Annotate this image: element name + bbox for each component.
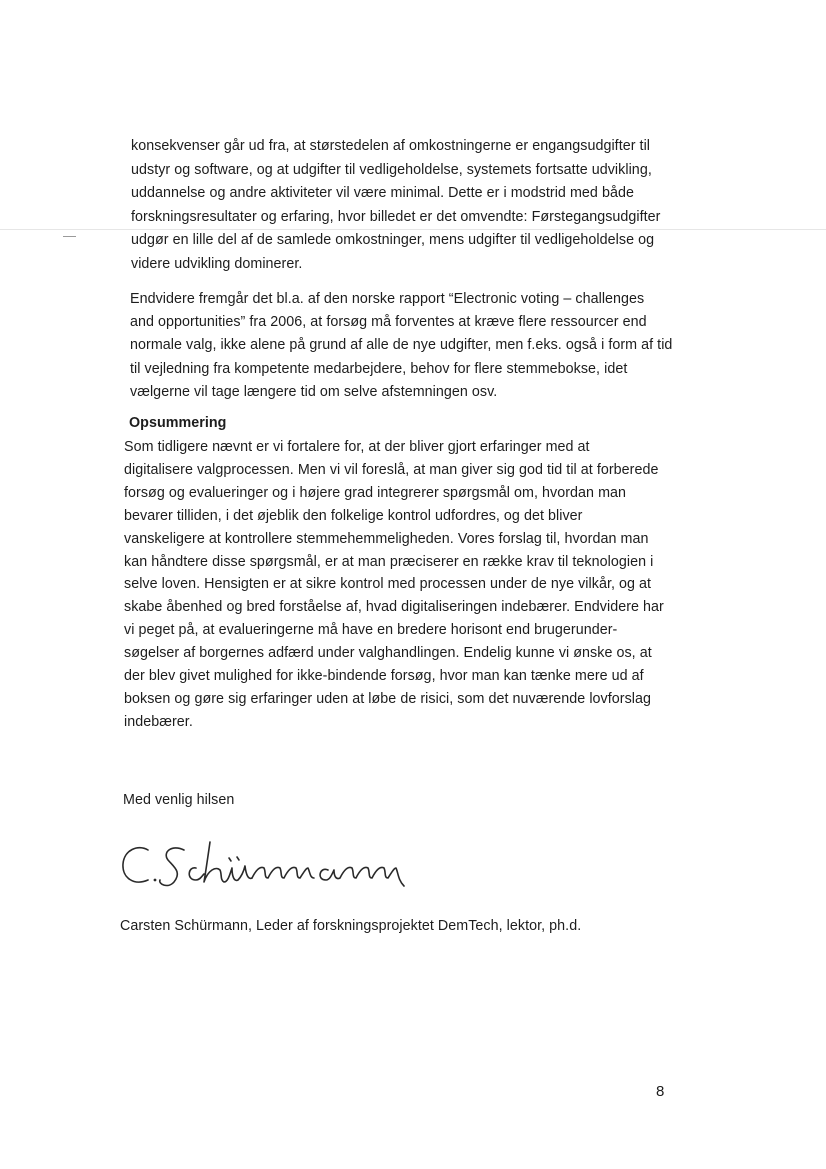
text-line: kan håndtere disse spørgsmål, er at man præciserer en række krav til teknologien i [124, 553, 654, 570]
text-line: vanskeligere at kontrollere stemmehemmeligheden. Vores forslag til, hvordan man [124, 530, 649, 547]
text-line: and opportunities” fra 2006, at forsøg må forventes at kræve flere ressourcer end [130, 314, 647, 331]
text-line: konsekvenser går ud fra, at størstedelen af omkostningerne er engangsudgifter til [131, 138, 651, 154]
text-line: uddannelse og andre aktiviteter vil være minimal. Dette er i modstrid med både [131, 185, 634, 202]
summary-heading: Opsummering [129, 415, 227, 431]
text-line: Som tidligere nævnt er vi fortalere for, at der bliver gjort erfaringer med at [124, 439, 590, 455]
text-line: forsøg og evalueringer og i højere grad integrerer spørgsmål om, hvordan man [124, 484, 627, 501]
text-line: videre udvikling dominerer. [131, 256, 303, 272]
text-line: skabe åbenhed og bred forståelse af, hvad digitaliseringen indebærer. Endvidere har [124, 599, 664, 616]
text-line: udstyr og software, og at udgifter til vedligeholdelse, systemets fortsatte udvikling, [131, 161, 652, 178]
text-line: forskningsresultater og erfaring, hvor billedet er det omvendte: Førstegangsudgifter [131, 208, 661, 225]
text-line: udgør en lille del af de samlede omkostninger, mens udgifter til vedligeholdelse og [131, 232, 655, 249]
scan-line [0, 229, 826, 230]
text-line: digitalisere valgprocessen. Men vi vil foreslå, at man giver sig god tid til at forberede [124, 461, 659, 478]
page-number: 8 [656, 1083, 665, 1100]
text-line: selve loven. Hensigten er at sikre kontrol med processen under de nye vilkår, og at [124, 576, 652, 593]
margin-mark [63, 236, 76, 237]
text-line: der blev givet mulighed for ikke-bindende forsøg, hvor man kan tænke mere ud af [124, 668, 644, 684]
text-line: indebærer. [124, 713, 193, 730]
closing-salutation: Med venlig hilsen [123, 792, 235, 808]
handwritten-signature [118, 836, 408, 898]
text-line: boksen og gøre sig erfaringer uden at løbe de risici, som det nuværende lovforslag [124, 690, 652, 707]
text-line: normale valg, ikke alene på grund af alle de nye udgifter, men f.eks. også i form af tid [130, 337, 673, 354]
text-line: til vejledning fra kompetente medarbejdere, behov for flere stemmebokse, idet [130, 360, 628, 377]
text-line: vælgerne vil tage længere tid om selve afstemningen osv. [130, 383, 498, 400]
text-line: søgelser af borgernes adfærd under valghandlingen. Endelig kunne vi ønske os, at [124, 645, 652, 662]
signatory-line: Carsten Schürmann, Leder af forskningsprojektet DemTech, lektor, ph.d. [120, 918, 582, 934]
text-line: bevarer tilliden, i det øjeblik den folkelige kontrol udfordres, og det bliver [124, 507, 583, 524]
text-line: vi peget på, at evalueringerne må have en bredere horisont end brugerunder- [124, 622, 618, 639]
text-line: Endvidere fremgår det bl.a. af den norske rapport “Electronic voting – challenges [130, 291, 645, 307]
